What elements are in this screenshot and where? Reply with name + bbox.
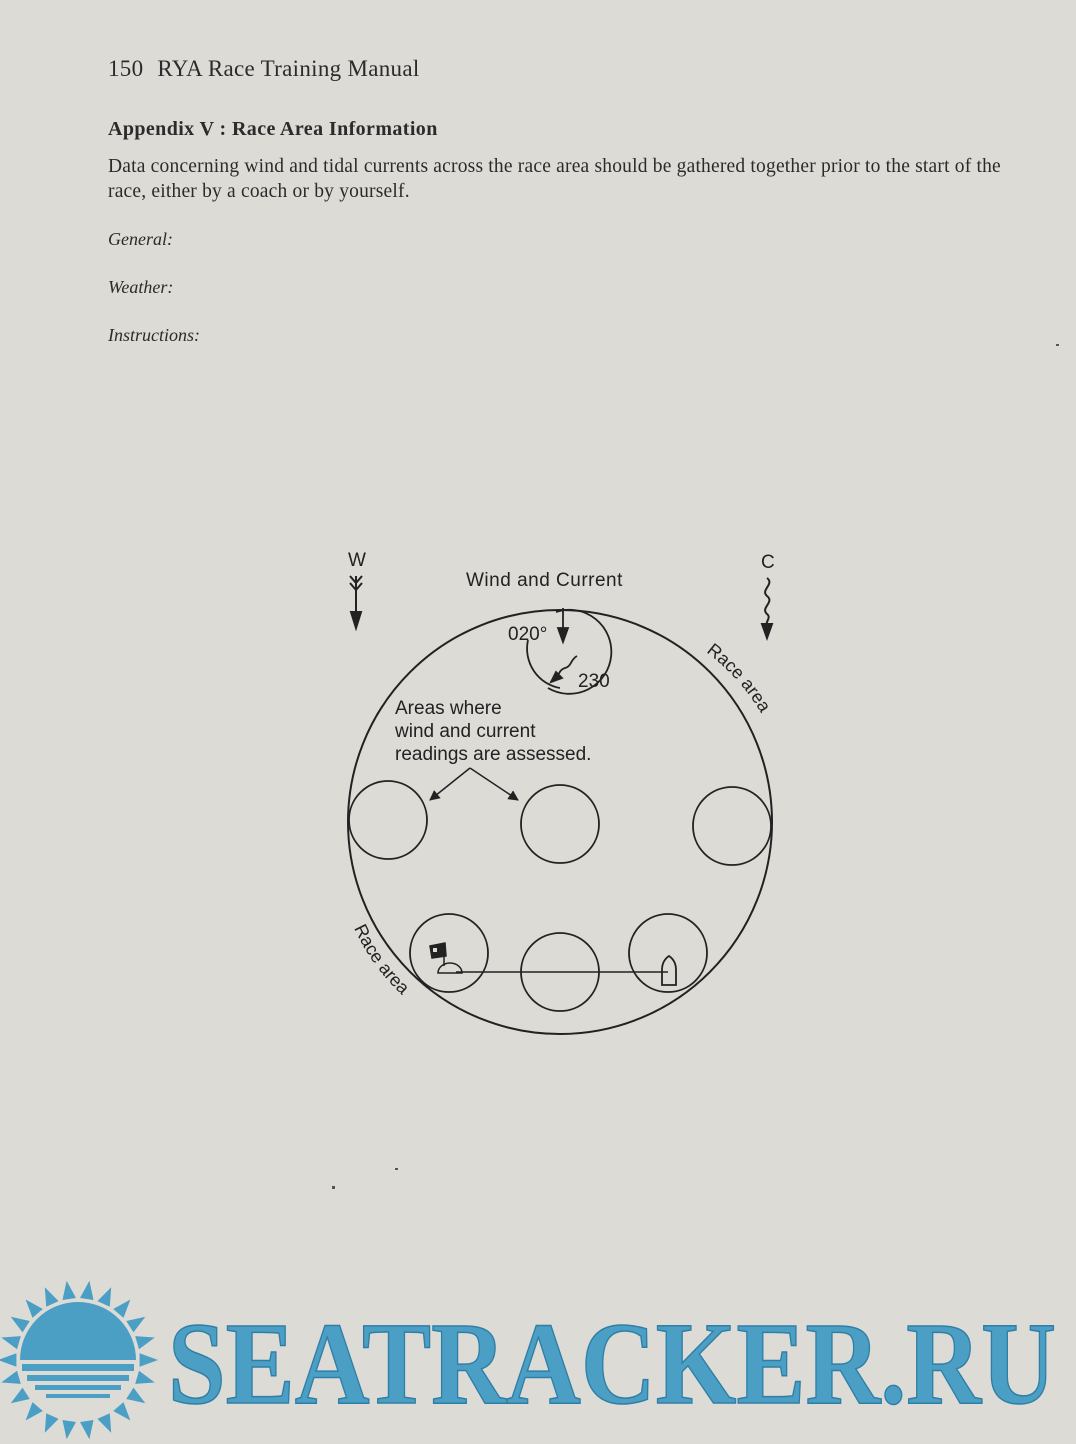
intro-paragraph: Data concerning wind and tidal currents across the race area should be gathered together prior to the start of the race, either by a coach or by yourself. (108, 156, 1001, 202)
race-area-circle (348, 610, 772, 1034)
seatracker-watermark (0, 1280, 1076, 1444)
race-area-label-right: Race area (703, 639, 775, 716)
assessment-area-committee (629, 914, 707, 992)
wind-bearing: 020° (508, 624, 548, 645)
note-line-3: readings are assessed. (395, 744, 592, 765)
field-instructions: Instructions: (108, 325, 200, 345)
watermark-text: SEATRACKER.RU (168, 1298, 1056, 1429)
assessment-area-right (693, 787, 771, 865)
committee-boat-icon (662, 956, 676, 985)
assessment-area-start-pin (410, 914, 488, 992)
wind-arrow-icon (350, 576, 362, 628)
assessment-area-left (349, 781, 427, 859)
stray-mark (332, 1186, 335, 1189)
current-arrow-icon (762, 578, 772, 638)
note-line-1: Areas where (395, 698, 502, 719)
pointer-arrows (430, 768, 518, 800)
book-title: RYA Race Training Manual (157, 56, 420, 81)
sun-logo-icon (0, 1281, 158, 1439)
field-general: General: (108, 229, 173, 249)
field-weather: Weather: (108, 277, 174, 297)
stray-mark (1056, 344, 1059, 346)
wind-symbol-label: W (348, 550, 366, 571)
stray-mark (395, 1168, 398, 1170)
buoy-flag-icon (430, 943, 462, 973)
note-line-2: wind and current (395, 721, 536, 742)
current-symbol-label: C (761, 552, 775, 573)
assessment-area-center (521, 785, 599, 863)
current-bearing: 230 (578, 671, 610, 692)
appendix-heading: Appendix V : Race Area Information (108, 118, 438, 140)
page-number: 150 (108, 56, 144, 81)
diagram-title: Wind and Current (466, 570, 623, 591)
race-area-label-left: Race area (350, 920, 414, 999)
